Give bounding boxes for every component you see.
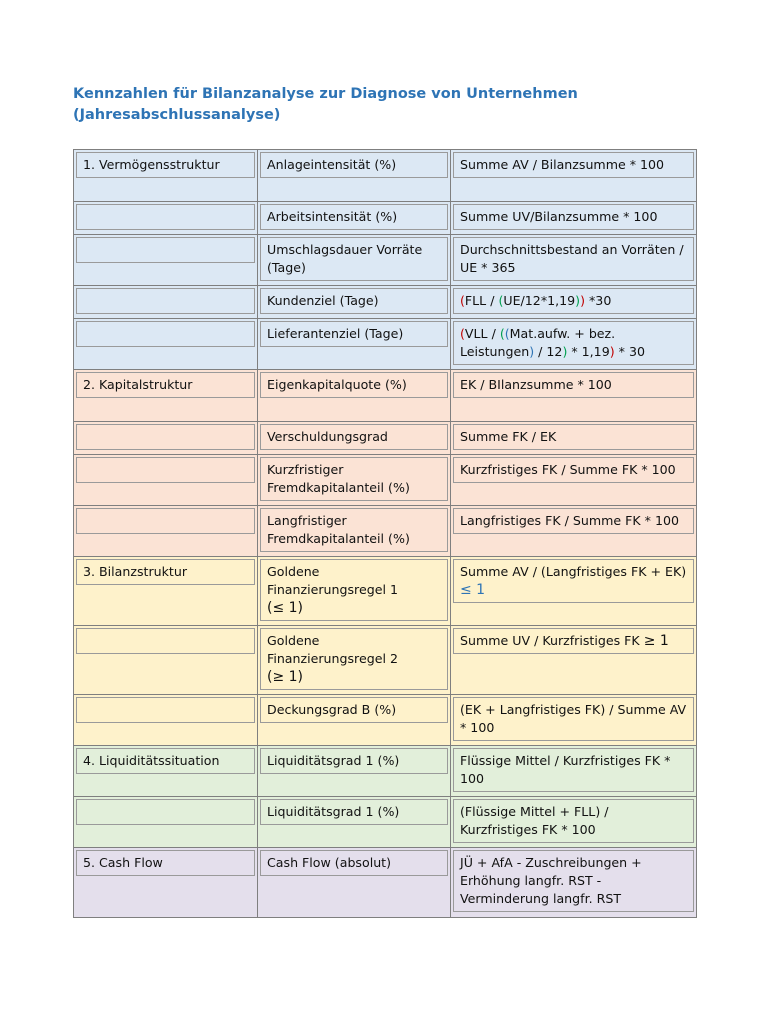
metric-name: Langfristiger Fremdkapitalanteil (%) (260, 508, 448, 552)
metric-name: Cash Flow (absolut) (260, 850, 448, 876)
metric-name: Liquiditätsgrad 1 (%) (260, 748, 448, 774)
metric-name: Kurzfristiger Fremdkapitalanteil (%) (260, 457, 448, 501)
table-row (74, 235, 697, 286)
empty-cell (76, 628, 255, 654)
section-label-cash-flow: 5. Cash Flow (76, 850, 255, 876)
section-label-vermoegensstruktur: 1. Vermögensstruktur (76, 152, 255, 178)
title-line-2: (Jahresabschlussanalyse) (73, 107, 281, 123)
table-row (74, 626, 697, 695)
metric-name: Deckungsgrad B (%) (260, 697, 448, 723)
section-label-liquiditaetssituation: 4. Liquiditätssituation (76, 748, 255, 774)
page-title (73, 84, 693, 126)
empty-cell (76, 697, 255, 723)
kennzahlen-table (73, 149, 697, 918)
title-line-1: Kennzahlen für Bilanzanalyse zur Diagnose von Unternehmen (73, 86, 578, 102)
metric-name: Verschuldungsgrad (260, 424, 448, 450)
metric-formula: (VLL / ((Mat.aufw. + bez. Leistungen) / 12) * 1,19) * 30 (453, 321, 694, 365)
metric-formula: Summe UV/Bilanzsumme * 100 (453, 204, 694, 230)
table-row (74, 150, 697, 202)
section-label-bilanzstruktur: 3. Bilanzstruktur (76, 559, 255, 585)
metric-name: Goldene Finanzierungsregel 2 (≥ 1) (260, 628, 448, 690)
table-row (74, 848, 697, 918)
table-row (74, 557, 697, 626)
metric-formula: (Flüssige Mittel + FLL) / Kurzfristiges FK * 100 (453, 799, 694, 843)
empty-cell (76, 288, 255, 314)
metric-formula: Summe UV / Kurzfristiges FK ≥ 1 (453, 628, 694, 654)
table-row (74, 286, 697, 319)
empty-cell (76, 424, 255, 450)
empty-cell (76, 237, 255, 263)
table-row (74, 797, 697, 848)
table-row (74, 370, 697, 422)
metric-name: Liquiditätsgrad 1 (%) (260, 799, 448, 825)
empty-cell (76, 457, 255, 483)
metric-formula: EK / BIlanzsumme * 100 (453, 372, 694, 398)
table-row (74, 506, 697, 557)
section-label-kapitalstruktur: 2. Kapitalstruktur (76, 372, 255, 398)
metric-name: Goldene Finanzierungsregel 1 (≤ 1) (260, 559, 448, 621)
empty-cell (76, 204, 255, 230)
empty-cell (76, 508, 255, 534)
metric-name: Arbeitsintensität (%) (260, 204, 448, 230)
metric-name: Lieferantenziel (Tage) (260, 321, 448, 347)
table-row (74, 319, 697, 370)
table-row (74, 202, 697, 235)
metric-formula: Summe AV / Bilanzsumme * 100 (453, 152, 694, 178)
metric-formula: Kurzfristiges FK / Summe FK * 100 (453, 457, 694, 483)
metric-name: Anlageintensität (%) (260, 152, 448, 178)
empty-cell (76, 321, 255, 347)
metric-formula: JÜ + AfA - Zuschreibungen + Erhöhung langfr. RST - Verminderung langfr. RST (453, 850, 694, 912)
table-row (74, 746, 697, 797)
metric-formula: Flüssige Mittel / Kurzfristiges FK * 100 (453, 748, 694, 792)
metric-formula: Durchschnittsbestand an Vorräten / UE * 365 (453, 237, 694, 281)
metric-name: Eigenkapitalquote (%) (260, 372, 448, 398)
metric-formula: Summe FK / EK (453, 424, 694, 450)
empty-cell (76, 799, 255, 825)
metric-formula: (FLL / (UE/12*1,19)) *30 (453, 288, 694, 314)
metric-formula: (EK + Langfristiges FK) / Summe AV * 100 (453, 697, 694, 741)
metric-formula: Summe AV / (Langfristiges FK + EK) ≤ 1 (453, 559, 694, 603)
table-row (74, 422, 697, 455)
table-row (74, 695, 697, 746)
metric-formula: Langfristiges FK / Summe FK * 100 (453, 508, 694, 534)
metric-name: Kundenziel (Tage) (260, 288, 448, 314)
metric-name: Umschlagsdauer Vorräte (Tage) (260, 237, 448, 281)
table-row (74, 455, 697, 506)
